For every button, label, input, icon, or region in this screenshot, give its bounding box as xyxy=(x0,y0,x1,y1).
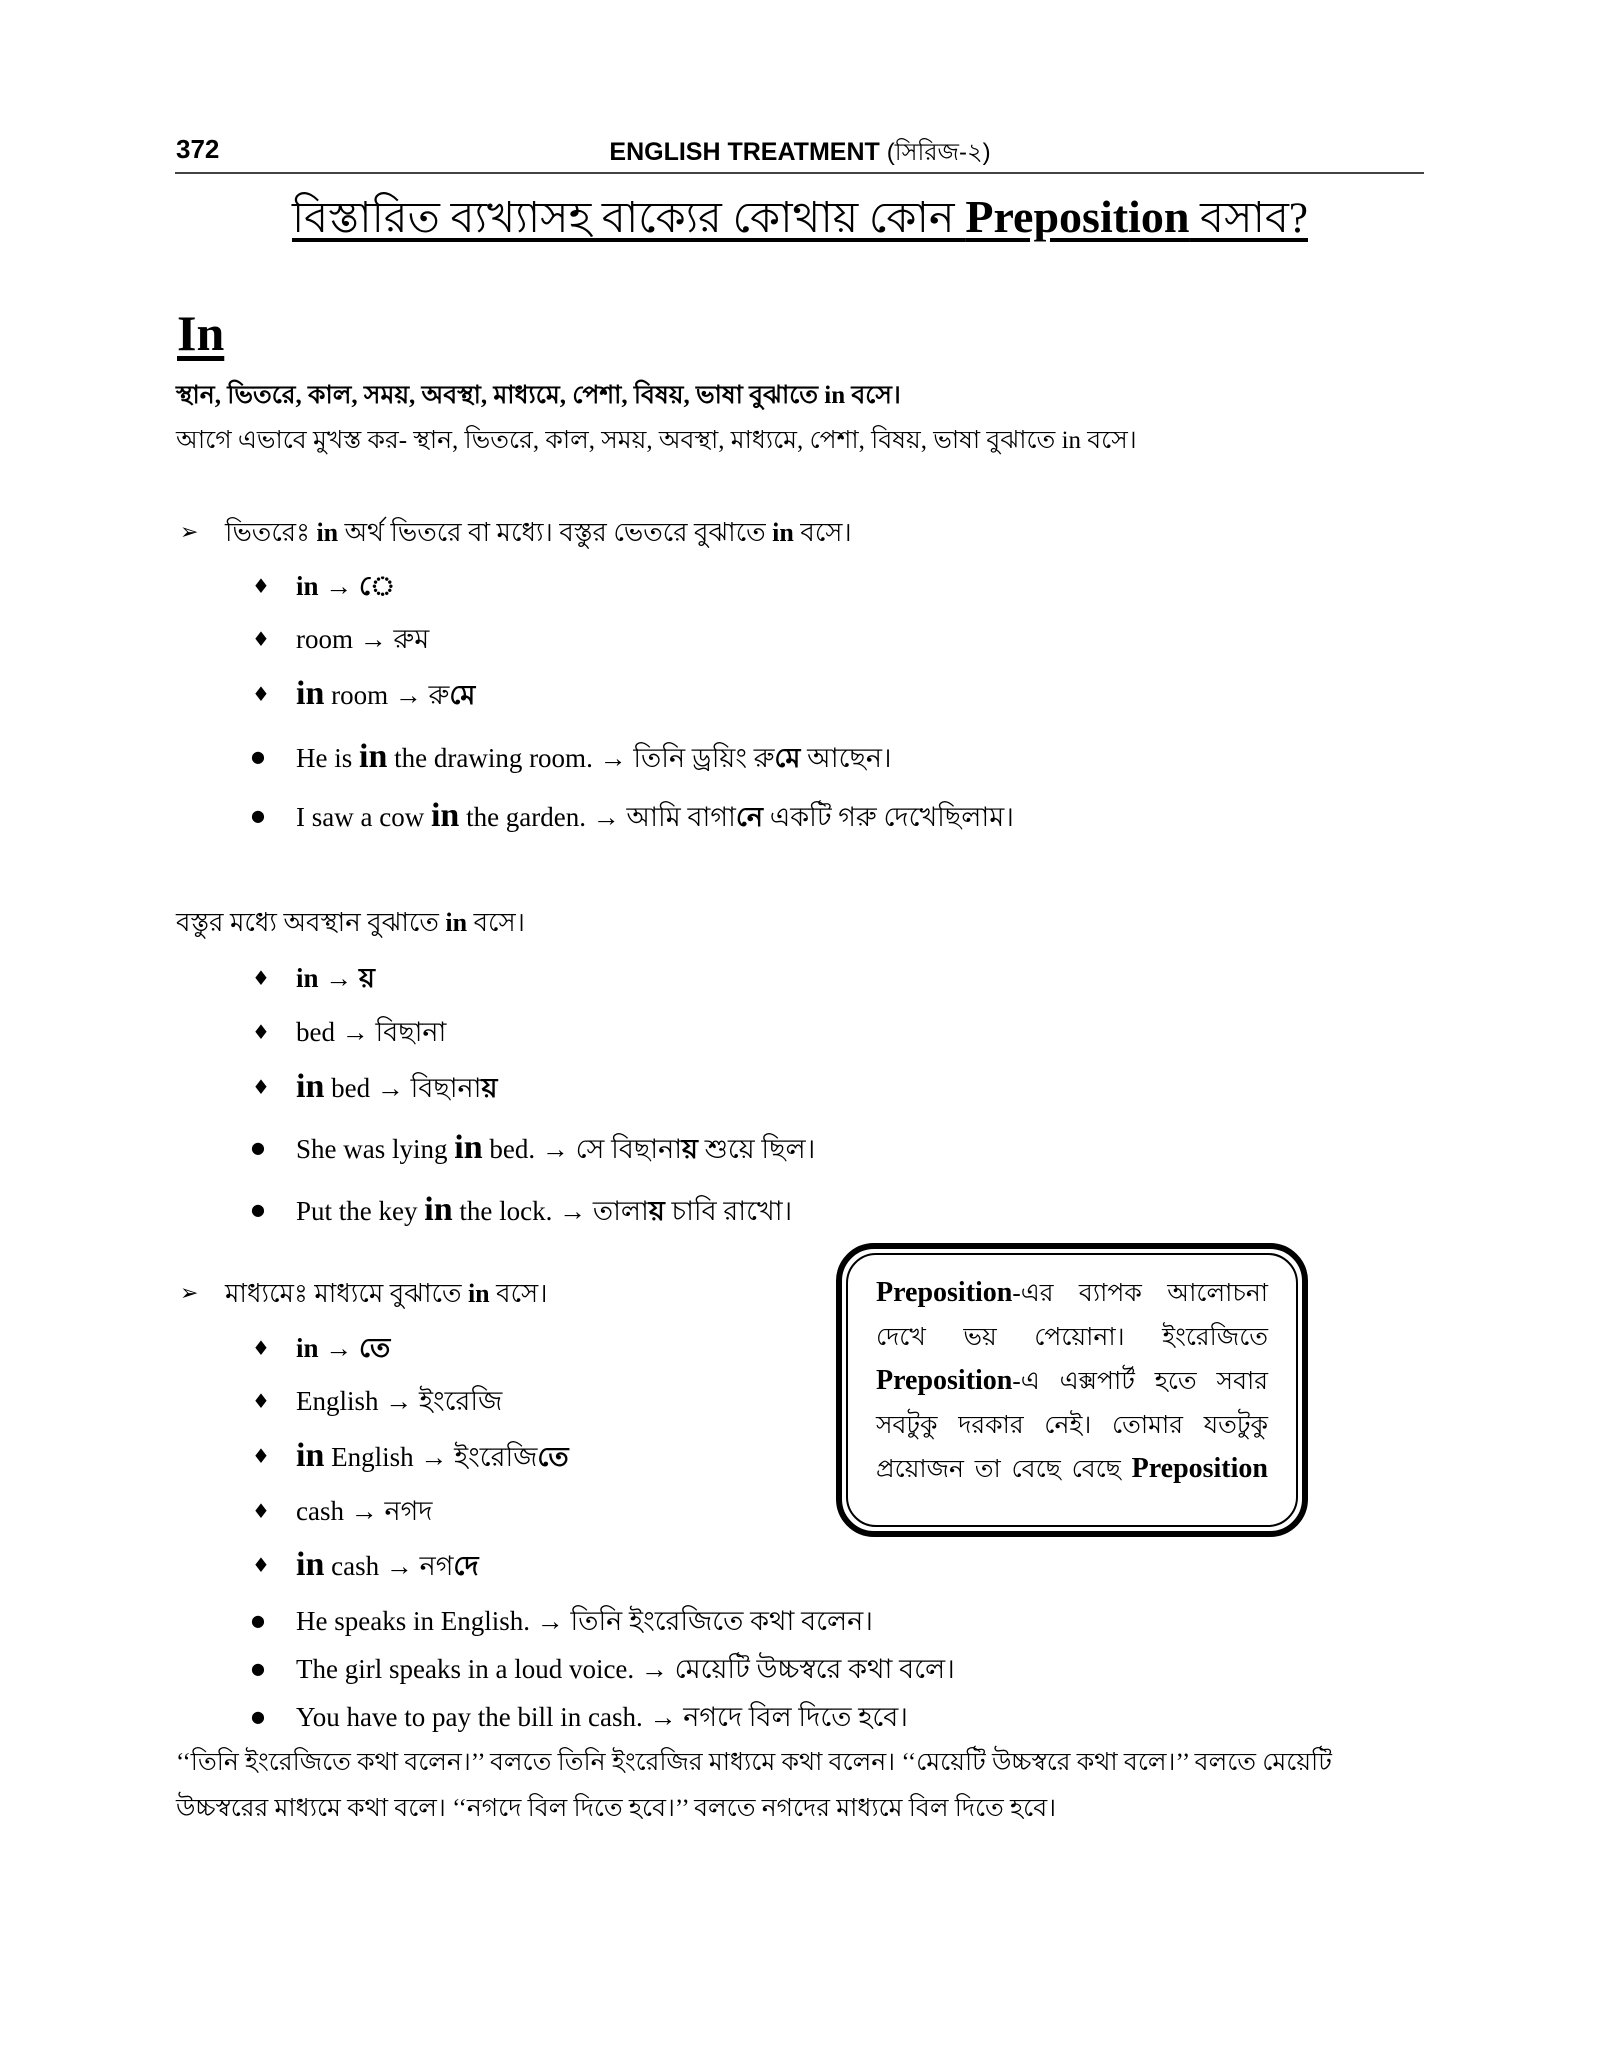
bold-segment: মে xyxy=(449,680,476,710)
text-segment: the drawing room. → তিনি ড্রয়িং রু xyxy=(387,743,775,773)
bold-segment: in xyxy=(296,963,319,993)
text-segment: একটি গরু দেখেছিলাম। xyxy=(762,802,1014,832)
title-english: Preposition xyxy=(965,191,1190,242)
emphasized-preposition: in xyxy=(454,1129,483,1166)
text-segment: বসে। xyxy=(793,518,852,547)
text-segment: → xyxy=(318,963,360,993)
example-item xyxy=(296,737,892,777)
text-segment: → xyxy=(318,1333,360,1363)
text-segment: বসে। xyxy=(489,1279,548,1308)
diamond-bullet-icon: ♦ xyxy=(252,1553,270,1577)
subsection-heading xyxy=(176,903,525,943)
title-prefix: বিস্তারিত ব্যখ্যাসহ বাক্যের কোথায় কোন xyxy=(291,195,966,242)
bold-segment: য় xyxy=(682,1134,698,1164)
emphasized-preposition: in xyxy=(296,1546,325,1583)
example-item xyxy=(296,1012,446,1052)
dot-bullet-icon: ● xyxy=(251,747,265,766)
diamond-bullet-icon: ♦ xyxy=(252,1020,270,1044)
dot-bullet-icon: ● xyxy=(251,806,265,825)
bold-segment: য় xyxy=(359,963,375,993)
text-segment: the lock. → তালা xyxy=(452,1196,649,1226)
text-segment: The girl speaks in a loud voice. → মেয়েটি উচ্চস্বরে কথা বলে। xyxy=(296,1654,955,1684)
dot-bullet-icon: ● xyxy=(251,1707,265,1726)
diamond-bullet-icon: ♦ xyxy=(252,1389,270,1413)
bold-segment: in xyxy=(296,1333,319,1363)
text-segment: আছেন। xyxy=(800,743,892,773)
text-segment: room → রু xyxy=(324,680,450,710)
callout-line xyxy=(876,1404,1268,1448)
running-header xyxy=(0,134,1600,174)
text-segment: প্রয়োজন তা বেছে বেছে xyxy=(876,1456,1132,1483)
example-item xyxy=(296,1328,390,1368)
text-segment: You have to pay the bill in cash. → নগদে বিল দিতে হবে। xyxy=(296,1702,908,1732)
diamond-bullet-icon: ♦ xyxy=(252,682,270,706)
text-segment: He speaks in English. → তিনি ইংরেজিতে কথা বলেন। xyxy=(296,1606,873,1636)
section-heading: In xyxy=(177,305,225,361)
example-item xyxy=(296,566,395,606)
text-segment: He is xyxy=(296,743,359,773)
example-item xyxy=(296,1601,873,1641)
diamond-bullet-icon: ♦ xyxy=(252,574,270,598)
text-segment: I saw a cow xyxy=(296,802,431,832)
example-item xyxy=(296,619,429,659)
example-item xyxy=(296,1436,569,1476)
page-title xyxy=(0,186,1600,257)
text-segment: She was lying xyxy=(296,1134,455,1164)
subsection-heading xyxy=(225,513,852,553)
bold-segment: য় xyxy=(481,1073,498,1103)
subsection-heading xyxy=(225,1274,548,1314)
arrow-bullet-icon: ➢ xyxy=(180,520,199,545)
intro-line-memorize xyxy=(176,421,1137,461)
page-number: 372 xyxy=(176,134,220,164)
bold-segment: তে xyxy=(537,1442,569,1472)
example-item xyxy=(296,1128,815,1168)
example-item xyxy=(296,1067,497,1107)
closing-paragraph-line-1: ‘‘তিনি ইংরেজিতে কথা বলেন।’’ বলতে তিনি ইংরেজির মাধ্যমে কথা বলেন। ‘‘মেয়েটি উচ্চস্বরে কথা বলে।’’ বলতে মেয়েটি xyxy=(176,1749,1332,1776)
emphasized-preposition: in xyxy=(296,1068,325,1105)
closing-paragraph-line-2: উচ্চস্বরের মাধ্যমে কথা বলে। ‘‘নগদে বিল দিতে হবে।’’ বলতে নগদের মাধ্যমে বিল দিতে হবে। xyxy=(176,1795,1057,1822)
running-title: ENGLISH TREATMENT xyxy=(609,138,880,166)
text-segment: English → ইংরেজি xyxy=(296,1386,503,1416)
callout-line xyxy=(876,1271,1268,1316)
emphasized-preposition: in xyxy=(296,675,325,712)
example-item xyxy=(296,796,1014,836)
text-segment: -এ এক্সপার্ট হতে সবার xyxy=(1012,1368,1268,1395)
example-item xyxy=(296,1545,479,1585)
dot-bullet-icon: ● xyxy=(251,1611,265,1630)
text-segment: বস্তুর মধ্যে অবস্থান বুঝাতে xyxy=(176,908,446,937)
english-term: Preposition xyxy=(876,1277,1013,1308)
diamond-bullet-icon: ♦ xyxy=(252,1336,270,1360)
bold-segment: in xyxy=(772,518,794,547)
bold-segment: য় xyxy=(648,1196,665,1226)
dot-bullet-icon: ● xyxy=(251,1138,265,1157)
emphasized-preposition: in xyxy=(296,1437,325,1474)
bold-segment: in xyxy=(296,571,319,601)
bold-segment: in xyxy=(467,1279,490,1308)
text-segment: মাধ্যমেঃ মাধ্যমে বুঝাতে xyxy=(225,1279,468,1308)
dot-bullet-icon: ● xyxy=(251,1200,265,1219)
bold-segment: ে xyxy=(359,571,396,601)
text-segment: আগে এভাবে মুখস্ত কর- স্থান, ভিতরে, কাল, সময়, অবস্থা, মাধ্যমে, পেশা, বিষয়, ভাষা বুঝাতে xyxy=(176,427,1062,454)
running-subtitle: (সিরিজ-২) xyxy=(886,139,991,166)
text-segment: bed → বিছানা xyxy=(324,1073,482,1103)
text-segment: -এর ব্যাপক আলোচনা xyxy=(1012,1280,1268,1307)
callout-line xyxy=(876,1447,1268,1492)
bold-segment: মে xyxy=(774,743,801,773)
callout-line xyxy=(876,1359,1268,1404)
text-segment: → xyxy=(318,571,360,601)
callout-line xyxy=(876,1316,1268,1360)
example-item xyxy=(296,1697,908,1737)
text-segment: বসে। xyxy=(1081,427,1137,454)
dot-bullet-icon: ● xyxy=(251,1659,265,1678)
text-segment: bed → বিছানা xyxy=(296,1017,447,1047)
example-item xyxy=(296,958,375,998)
title-suffix: বসাব? xyxy=(1189,195,1308,242)
text-segment: সবটুকু দরকার নেই। তোমার যতটুকু xyxy=(876,1411,1268,1439)
text-segment: ভিতরেঃ xyxy=(225,518,317,547)
text-segment: দেখে ভয় পেয়োনা। ইংরেজিতে xyxy=(876,1323,1268,1351)
text-segment: in xyxy=(1061,427,1082,454)
text-segment: cash → নগ xyxy=(324,1551,454,1581)
diamond-bullet-icon: ♦ xyxy=(252,1075,270,1099)
example-item xyxy=(296,1381,502,1421)
emphasized-preposition: in xyxy=(430,797,460,834)
bold-segment: in xyxy=(824,382,846,409)
example-item xyxy=(296,1649,955,1689)
diamond-bullet-icon: ♦ xyxy=(252,1444,270,1468)
text-segment: English → ইংরেজি xyxy=(324,1442,538,1472)
text-segment: Put the key xyxy=(296,1196,425,1226)
arrow-bullet-icon: ➢ xyxy=(180,1281,199,1306)
text-segment: cash → নগদ xyxy=(296,1496,433,1526)
example-item xyxy=(296,1491,432,1531)
diamond-bullet-icon: ♦ xyxy=(252,1499,270,1523)
diamond-bullet-icon: ♦ xyxy=(252,966,270,990)
intro-line-bold xyxy=(176,376,901,416)
text-segment: অর্থ ভিতরে বা মধ্যে। বস্তুর ভেতরে বুঝাতে xyxy=(338,518,773,547)
emphasized-preposition: in xyxy=(359,738,388,775)
diamond-bullet-icon: ♦ xyxy=(252,627,270,651)
english-term: Preposition xyxy=(1131,1453,1268,1484)
bold-segment: নে xyxy=(735,802,763,832)
callout-box xyxy=(836,1243,1308,1537)
english-term: Preposition xyxy=(876,1365,1013,1396)
emphasized-preposition: in xyxy=(424,1191,453,1228)
example-item xyxy=(296,1190,792,1230)
text-segment: room → রুম xyxy=(296,624,430,654)
text-segment: শুয়ে ছিল। xyxy=(697,1134,816,1164)
text-segment: বসে। xyxy=(467,908,525,937)
bold-segment: in xyxy=(316,518,339,547)
callout-text xyxy=(876,1271,1268,1492)
text-segment: bed. → সে বিছানা xyxy=(482,1134,683,1164)
bold-segment: in xyxy=(445,908,468,937)
bold-segment: দে xyxy=(453,1551,479,1581)
header-rule xyxy=(175,172,1424,174)
bold-segment: তে xyxy=(359,1333,391,1363)
text-segment: the garden. → আমি বাগা xyxy=(459,802,736,832)
example-item xyxy=(296,674,475,714)
text-segment: চাবি রাখো। xyxy=(664,1196,793,1226)
bold-segment: স্থান, ভিতরে, কাল, সময়, অবস্থা, মাধ্যমে, পেশা, বিষয়, ভাষা বুঝাতে xyxy=(176,382,825,409)
bold-segment: বসে। xyxy=(845,382,901,409)
